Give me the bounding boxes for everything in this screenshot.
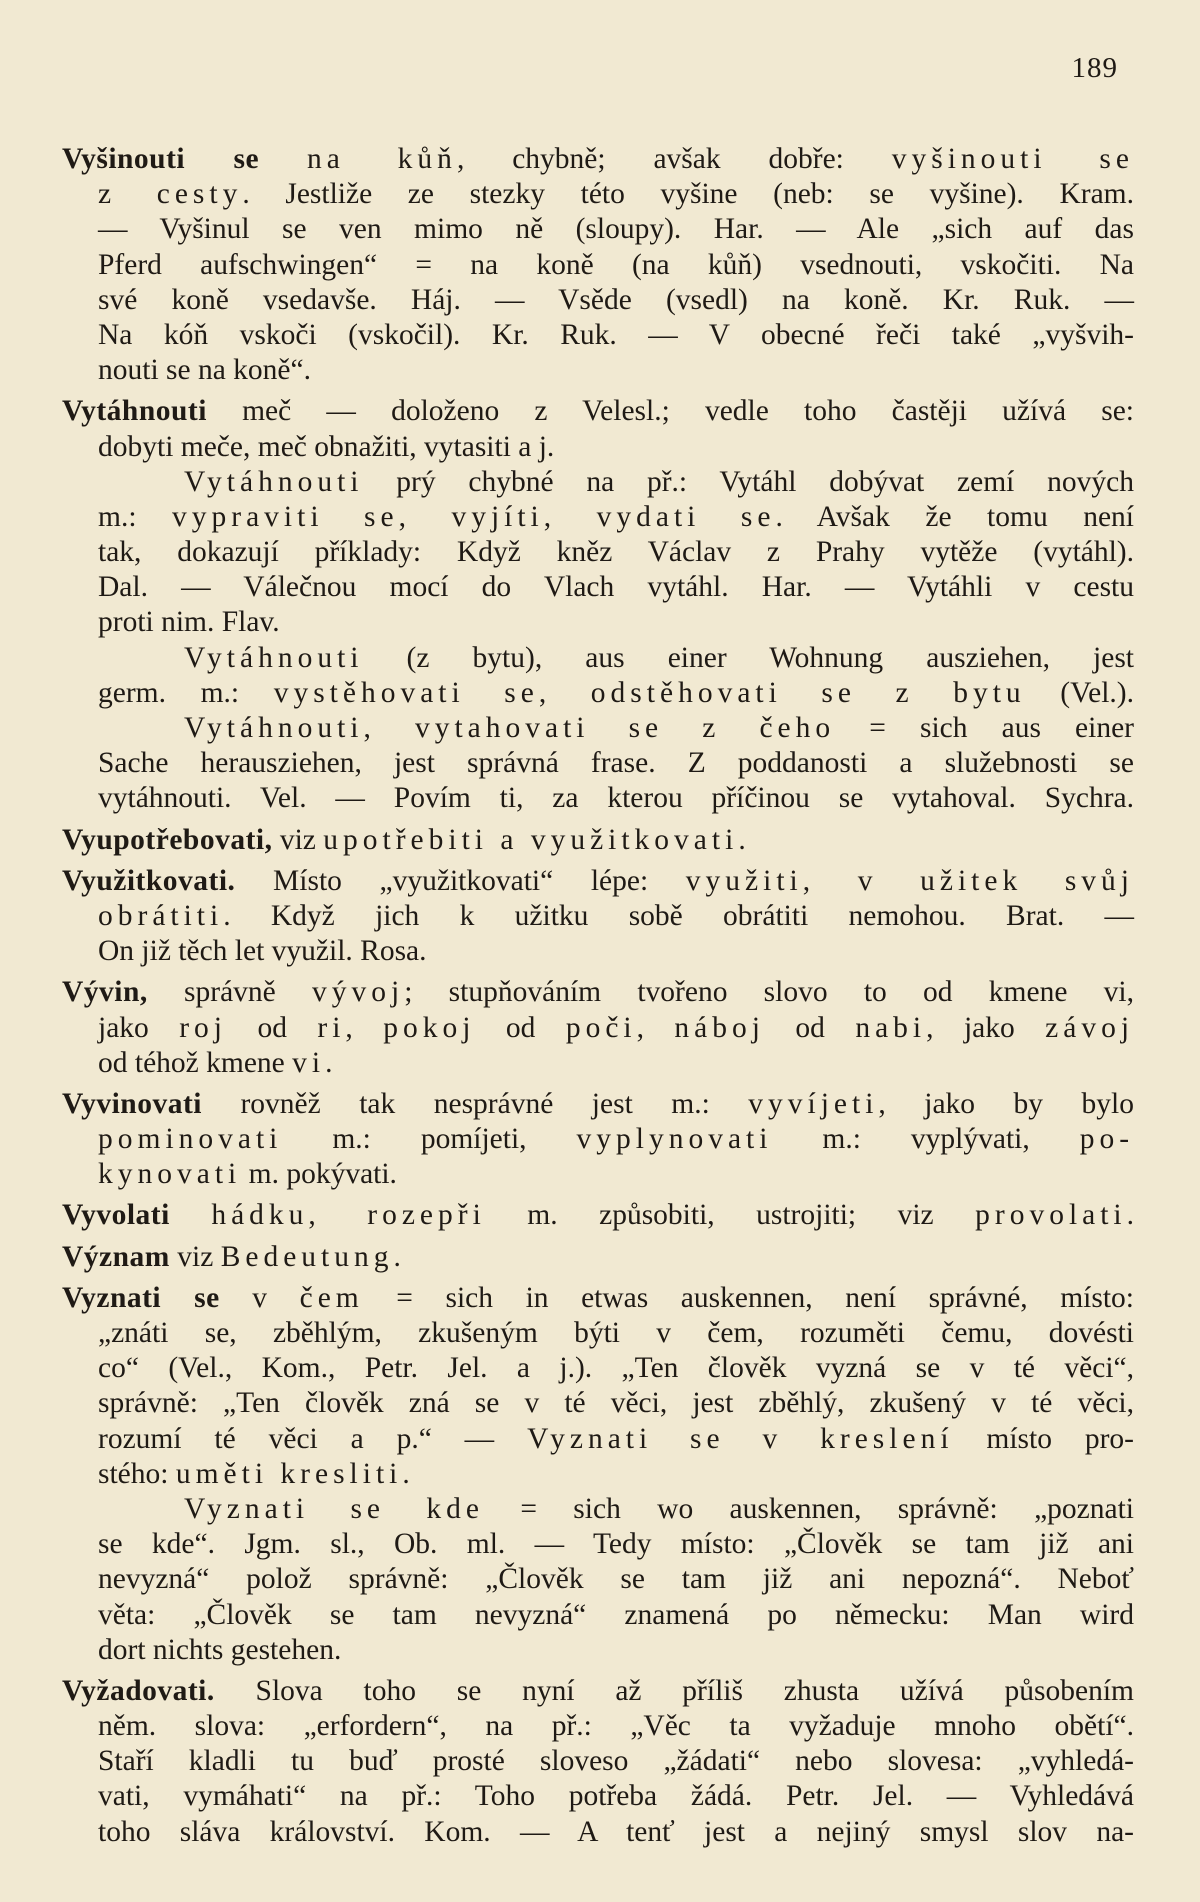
text-run: m.:: [98, 500, 173, 533]
text-run: správně: [147, 976, 313, 1009]
spaced-text: Bedeutung: [220, 1240, 394, 1273]
text-line: [62, 465, 1134, 500]
spaced-text: Vytáhnouti: [184, 465, 364, 498]
text-run: = sich in etwas auskennen, není správné, místo:: [363, 1281, 1134, 1314]
text-run: vati, vymáhati“ na př.: Toho potřeba žádá. Petr. Jel. — Vyhledává: [98, 1780, 1134, 1813]
text-line: [62, 283, 1134, 318]
text-line: [62, 934, 1134, 969]
text-line: [62, 1744, 1134, 1779]
text-run: Místo „využitkovati“ lépe:: [235, 864, 686, 897]
text-line: [62, 899, 1134, 934]
text-run: Staří kladli tu buď prosté sloveso „žádati“ nebo slovesa: „vyhledá-: [98, 1745, 1134, 1778]
text-line: [62, 1011, 1134, 1046]
entry-headword: Vyupotřebovati,: [62, 823, 273, 856]
text-run: co“ (Vel., Kom., Petr. Jel. a j.). „Ten člověk vyzná se v té věci“,: [98, 1352, 1134, 1385]
text-run: od téhož kmene: [98, 1046, 293, 1079]
text-run: germ. m.:: [98, 676, 274, 709]
text-run: „znáti se, zběhlým, zkušeným býti v čem, rozuměti čemu, dovésti: [98, 1317, 1134, 1349]
entry-headword: Význam: [62, 1240, 170, 1273]
spaced-text: vyplynovati: [576, 1123, 773, 1156]
entry-headword: Využitkovati.: [62, 864, 236, 897]
text-line: [62, 781, 1134, 816]
text-run: . Avšak že tomu není: [775, 500, 1134, 533]
text-run: od: [764, 1011, 856, 1044]
text-run: místo pro-: [953, 1422, 1135, 1455]
text-run: Sache herausziehen, jest správná frase. Z poddanosti a služebnosti se: [98, 747, 1134, 780]
text-line: [62, 353, 1134, 388]
text-run: toho sláva království. Kom. — A tenť jest a nejiný smysl slov na-: [98, 1815, 1134, 1848]
text-run: m. způsobiti, ustrojiti; viz: [485, 1199, 976, 1232]
entry-head-line: [62, 864, 1134, 899]
text-run: nouti se na koně“.: [98, 354, 311, 387]
text-line: [62, 570, 1134, 605]
text-run: vytáhnouti. Vel. — Povím ti, za kterou příčinou se vytahoval. Sychra.: [98, 782, 1134, 815]
spaced-text: závoj: [1045, 1011, 1135, 1044]
text-line: [62, 1422, 1134, 1457]
spaced-text: vystěhovati se, odstěhovati se z bytu: [273, 676, 1026, 709]
text-run: m.: pomíjeti,: [282, 1123, 577, 1156]
text-run: rovněž tak nesprávné jest m.:: [201, 1087, 749, 1120]
spaced-text: hádku, rozepři: [211, 1199, 486, 1232]
text-line: [62, 248, 1134, 283]
spaced-text: uměti kresliti: [175, 1457, 403, 1490]
text-run: = sich aus einer: [835, 712, 1134, 744]
text-run: proti nim. Flav.: [98, 606, 280, 639]
entry-head-line: [62, 1087, 1134, 1122]
spaced-text: náboj: [674, 1011, 765, 1044]
text-run: se kde“. Jgm. sl., Ob. ml. — Tedy místo: „Člověk se tam již ani: [98, 1528, 1134, 1561]
spaced-text: provolati: [975, 1199, 1127, 1232]
text-run: tak, dokazují příklady: Když kněz Václav z Prahy vytěže (vytáhl).: [98, 536, 1134, 569]
text-run: m.: vyplývati,: [772, 1123, 1080, 1156]
text-run: [259, 143, 307, 175]
text-line: [62, 605, 1134, 640]
text-run: něm. slova: „erfordern“, na př.: „Věc ta vyžaduje mnoho obětí“.: [98, 1710, 1134, 1743]
page-number: 189: [1071, 52, 1118, 84]
text-run: stého:: [98, 1457, 176, 1490]
text-run: , chybně; avšak dobře:: [456, 143, 892, 175]
entry-head-line: [62, 1281, 1134, 1316]
text-run: ; stupňováním tvořeno slovo to od kmene vi,: [404, 976, 1134, 1009]
text-run: .: [393, 1240, 401, 1273]
text-run: [170, 1199, 212, 1231]
text-line: [62, 1316, 1134, 1351]
text-run: (z bytu), aus einer Wohnung ausziehen, jest: [363, 641, 1134, 674]
spaced-text: vi: [292, 1046, 326, 1079]
text-run: od: [227, 1011, 318, 1044]
entry-headword: Vyžadovati.: [62, 1674, 215, 1707]
entry-headword: Vyvolati: [62, 1199, 170, 1232]
entry-headword: Vývin,: [62, 976, 148, 1009]
spaced-text: vyvíjeti: [748, 1087, 879, 1120]
text-line: [62, 1492, 1134, 1527]
text-run: správně: „Ten člověk zná se v té věci, jest zběhlý, zkušený v té věci,: [98, 1387, 1134, 1420]
entry-head-line: [62, 142, 1134, 177]
spaced-text: ri: [317, 1011, 346, 1044]
spaced-text: pominovati: [98, 1123, 283, 1156]
spaced-text: na kůň: [306, 143, 457, 175]
text-line: [62, 1046, 1134, 1081]
text-line: [62, 212, 1134, 247]
text-line: [62, 1457, 1134, 1492]
spaced-text: obrátiti: [98, 899, 224, 932]
spaced-text: čem: [299, 1281, 364, 1314]
text-run: viz: [272, 823, 324, 856]
text-line: [62, 430, 1134, 465]
text-run: Pferd aufschwingen“ = na koně (na kůň) vsednouti, vskočiti. Na: [98, 248, 1134, 281]
spaced-text: využiti, v užitek svůj: [685, 864, 1135, 897]
text-line: [62, 1598, 1134, 1633]
text-run: od: [475, 1011, 566, 1044]
entry-head-line: [62, 1674, 1134, 1709]
text-run: = sich wo auskennen, správně: „poznati: [483, 1492, 1134, 1525]
text-line: [62, 1386, 1134, 1421]
spaced-text: vypraviti se, vyjíti, vydati se: [172, 500, 776, 533]
entry-head-line: [62, 823, 1134, 858]
text-run: ,: [636, 1011, 675, 1044]
spaced-text: roj: [179, 1011, 228, 1044]
text-run: , jako by bylo: [878, 1087, 1134, 1120]
text-run: ,: [345, 1011, 384, 1044]
text-run: Dal. — Válečnou mocí do Vlach vytáhl. Har. — Vytáhli v cestu: [98, 571, 1134, 604]
spaced-text: vývoj: [312, 976, 405, 1009]
text-line: [62, 1562, 1134, 1597]
entry-headword: Vyznati se: [62, 1281, 220, 1314]
text-run: . Jestliže ze stezky této vyšine (neb: se vyšine). Kram.: [242, 178, 1134, 211]
text-line: [62, 1122, 1134, 1157]
entry-head-line: [62, 394, 1134, 429]
text-run: své koně vsedavše. Háj. — Vsěde (vsedl) na koně. Kr. Ruk. —: [98, 283, 1134, 316]
text-run: On již těch let využil. Rosa.: [98, 935, 427, 968]
text-line: [62, 1157, 1134, 1192]
text-run: .: [1126, 1199, 1135, 1232]
spaced-text: pokoj: [383, 1011, 476, 1044]
spaced-text: upotřebiti a využitkovati: [323, 823, 739, 856]
text-line: [62, 177, 1134, 212]
text-run: (Vel.).: [1025, 676, 1134, 709]
text-run: jako: [98, 1011, 180, 1044]
text-line: [62, 318, 1134, 353]
entry-headword: Vytáhnouti: [62, 395, 207, 428]
text-run: Na kóň vskoči (vskočil). Kr. Ruk. — V obecné řeči také „vyšvih-: [98, 318, 1134, 351]
entry-head-line: [62, 1198, 1134, 1233]
spaced-text: po-: [1079, 1123, 1135, 1156]
entry-head-line: [62, 975, 1134, 1010]
text-run: dort nichts gestehen.: [98, 1633, 342, 1666]
text-line: [62, 1709, 1134, 1744]
text-line: [62, 1633, 1134, 1668]
text-run: , jako: [926, 1011, 1046, 1044]
text-run: Slova toho se nyní až příliš zhusta užívá působením: [214, 1674, 1134, 1707]
dictionary-text: [62, 136, 1134, 1850]
spaced-text: vyšinouti se: [891, 143, 1135, 175]
text-run: meč — doloženo z Velesl.; vedle toho častěji užívá se:: [206, 395, 1134, 428]
text-run: m. pokývati.: [241, 1158, 397, 1191]
text-run: nevyzná“ polož správně: „Člověk se tam již ani nepozná“. Neboť: [98, 1563, 1134, 1596]
text-run: . Když jich k užitku sobě obrátiti nemohou. Brat. —: [223, 899, 1134, 932]
text-line: [62, 676, 1134, 711]
text-line: [62, 746, 1134, 781]
text-line: [62, 1351, 1134, 1386]
text-run: viz: [169, 1240, 221, 1273]
text-run: rozumí té věci a p.“ —: [98, 1422, 528, 1455]
text-line: [62, 535, 1134, 570]
spaced-text: kynovati: [98, 1158, 242, 1191]
spaced-text: Vytáhnouti: [184, 641, 364, 674]
spaced-text: poči: [565, 1011, 637, 1044]
text-run: prý chybné na př.: Vytáhl dobývat zemí nových: [363, 465, 1134, 498]
entry-headword: Vyvinovati: [62, 1087, 202, 1120]
text-line: [62, 500, 1134, 535]
spaced-text: Vytáhnouti, vytahovati se z čeho: [184, 712, 836, 744]
text-run: — Vyšinul se ven mimo ně (sloupy). Har. — Ale „sich auf das: [98, 213, 1134, 246]
text-line: [62, 711, 1134, 746]
text-line: [62, 1527, 1134, 1562]
entry-head-line: [62, 1240, 1134, 1275]
entry-headword: Vyšinouti se: [62, 143, 260, 175]
text-run: dobyti meče, meč obnažiti, vytasiti a j.: [98, 430, 555, 463]
spaced-text: Vyznati se v kreslení: [527, 1422, 954, 1455]
text-run: .: [402, 1457, 410, 1490]
spaced-text: nabi: [855, 1011, 927, 1044]
text-run: .: [325, 1046, 333, 1079]
spaced-text: z cesty: [98, 178, 243, 211]
text-run: v: [219, 1281, 300, 1314]
text-run: .: [738, 823, 746, 856]
text-line: [62, 641, 1134, 676]
spaced-text: Vyznati se kde: [184, 1492, 484, 1525]
text-run: věta: „Člověk se tam nevyzná“ znamená po německu: Man wird: [98, 1598, 1134, 1631]
text-line: [62, 1779, 1134, 1814]
text-line: [62, 1815, 1134, 1850]
